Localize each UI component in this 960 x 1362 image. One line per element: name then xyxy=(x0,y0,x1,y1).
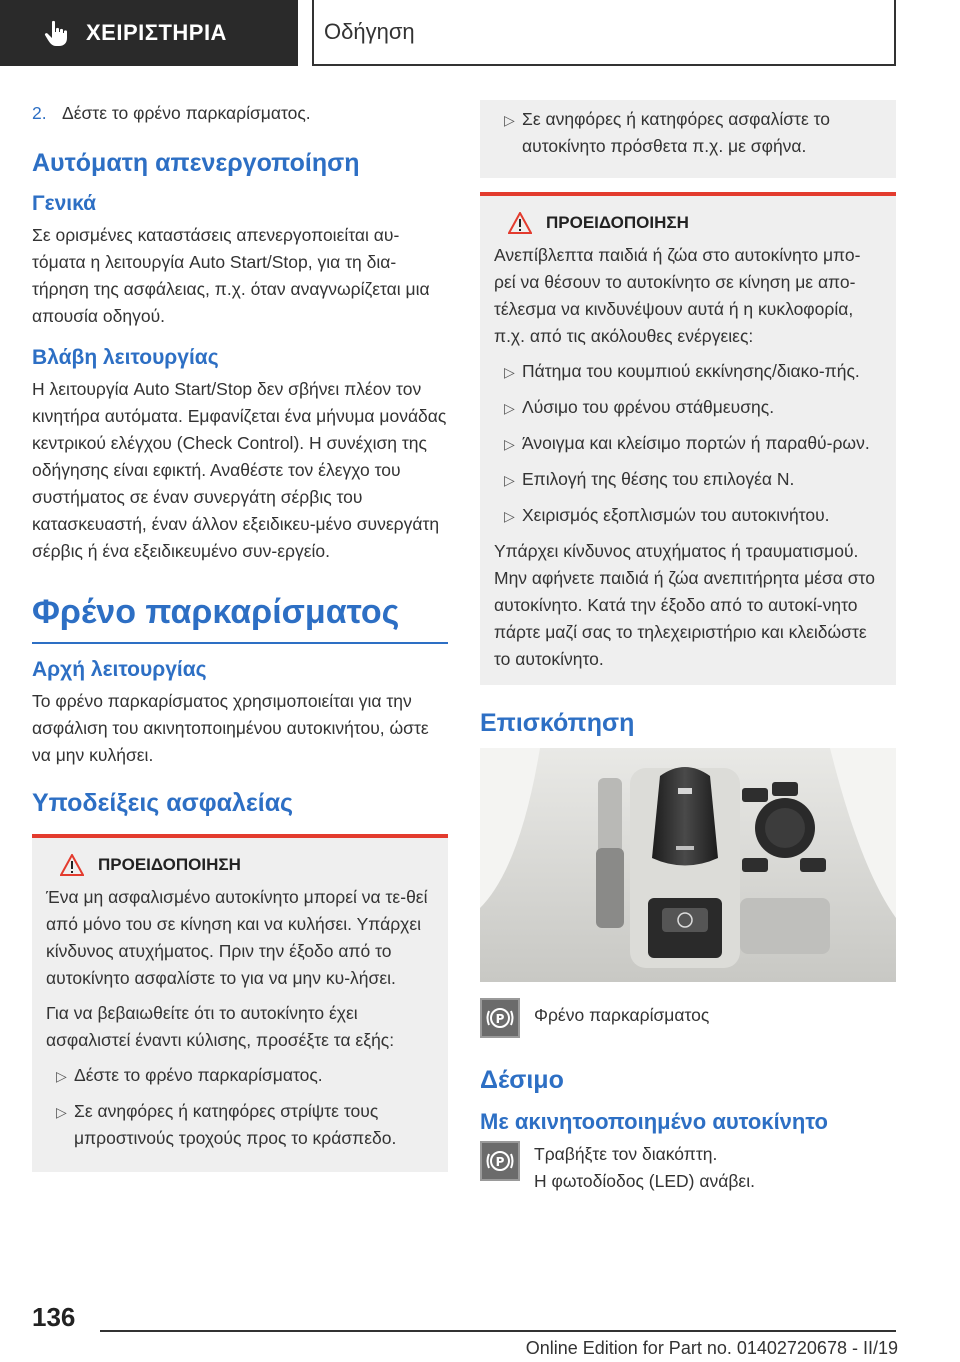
list-item xyxy=(494,358,882,386)
list-item xyxy=(494,430,882,458)
warning-label: ΠΡΟΕΙΔΟΠΟΙΗΣΗ xyxy=(546,213,689,232)
apply-heading: Δέσιμο xyxy=(480,1066,564,1094)
parking-brake-icon xyxy=(480,998,520,1038)
page-header xyxy=(0,0,960,66)
bullet-text: Σε ανηφόρες ή κατηφόρες ασφαλίστε το αυτοκίνητο πρόσθετα π.χ. με σφήνα. xyxy=(522,109,831,156)
list-item xyxy=(494,106,882,160)
parking-brake-icon xyxy=(480,1141,520,1181)
hand-pointer-icon xyxy=(42,18,72,48)
step-number: 2. xyxy=(32,103,47,123)
warning-box xyxy=(480,192,896,685)
bullet-text: Άνοιγμα και κλείσιμο πορτών ή παραθύ-ρων. xyxy=(522,433,870,453)
warning-triangle-icon xyxy=(508,212,532,234)
manual-tab-label: ΧΕΙΡΙΣΤΗΡΙΑ xyxy=(86,20,227,45)
general-heading: Γενικά xyxy=(32,192,97,215)
warning-title xyxy=(494,212,882,234)
safety-heading: Υποδείξεις ασφαλείας xyxy=(32,789,294,817)
triangle-bullet-icon: ▷ xyxy=(504,436,515,452)
triangle-bullet-icon: ▷ xyxy=(56,1068,67,1084)
warning-text-2: Υπάρχει κίνδυνος ατυχήματος ή τραυματισμού. Μην αφήνετε παιδιά ή ζώα ανεπιτήρητα μέσα στο αυτοκίνητο. Κατά την έξοδο από το αυτοκί-νητο πάρτε μαζί σας το τηλεχειριστήριο και κλειδώστε το αυτοκίνητο. xyxy=(494,541,875,669)
parking-brake-heading: Φρένο παρκαρίσματος xyxy=(32,593,448,644)
step-2 xyxy=(32,100,448,127)
step-text: Δέστε το φρένο παρκαρίσματος. xyxy=(62,103,311,123)
triangle-bullet-icon: ▷ xyxy=(504,508,515,524)
caption-row xyxy=(480,998,896,1038)
list-item xyxy=(46,1062,434,1090)
bullet-text: Δέστε το φρένο παρκαρίσματος. xyxy=(74,1065,323,1085)
right-column xyxy=(480,100,896,1195)
triangle-bullet-icon: ▷ xyxy=(504,112,515,128)
list-item xyxy=(494,502,882,530)
page-number: 136 xyxy=(32,1302,76,1332)
continued-bullet-box xyxy=(480,100,896,178)
bullet-text: Πάτημα του κουμπιού εκκίνησης/διακο-πής. xyxy=(522,361,860,381)
svg-text:P: P xyxy=(495,1012,505,1026)
bullet-text: Σε ανηφόρες ή κατηφόρες στρίψτε τους μπροστινούς τροχούς προς το κράσπεδο. xyxy=(74,1101,397,1148)
svg-text:P: P xyxy=(495,1155,505,1169)
instruction-text xyxy=(534,1141,755,1195)
center-console-photo xyxy=(480,748,896,982)
left-column xyxy=(32,100,448,1172)
warning-text-1: Ένα μη ασφαλισμένο αυτοκίνητο μπορεί να τε-θεί από μόνο του σε κίνηση και να κυλήσει. Υπάρχει κίνδυνος ατυχήματος. Πριν την έξοδο από το αυτοκίνητο ασφαλίστε το για να μην κυ-λήσει. xyxy=(46,887,428,988)
list-item xyxy=(46,1098,434,1152)
principle-heading: Αρχή λειτουργίας xyxy=(32,658,207,681)
footer-divider xyxy=(100,1330,896,1332)
triangle-bullet-icon: ▷ xyxy=(504,472,515,488)
triangle-bullet-icon: ▷ xyxy=(56,1104,67,1120)
overview-heading: Επισκόπηση xyxy=(480,709,635,737)
icon-caption: Φρένο παρκαρίσματος xyxy=(534,1005,710,1025)
warning-title xyxy=(46,854,434,876)
bullet-text: Λύσιμο του φρένου στάθμευσης. xyxy=(522,397,775,417)
auto-off-heading: Αυτόματη απενεργοποίηση xyxy=(32,149,360,177)
list-item xyxy=(494,466,882,494)
stationary-heading: Με ακινητοοποιημένο αυτοκίνητο xyxy=(480,1109,828,1134)
general-text: Σε ορισμένες καταστάσεις απενεργοποιείται αυ-τόματα η λειτουργία Auto Start/Stop, για τη δια-τήρηση της ασφάλειας, π.χ. όταν αναγνωρίζεται μια απουσία οδηγού. xyxy=(32,225,430,326)
bullet-text: Επιλογή της θέσης του επιλογέα N. xyxy=(522,469,795,489)
principle-text: Το φρένο παρκαρίσματος χρησιμοποιείται για την ασφάλιση του ακινητοποιημένου αυτοκινήτου, ώστε να μην κυλήσει. xyxy=(32,691,429,765)
manual-tab[interactable] xyxy=(0,0,298,66)
edition-text: Online Edition for Part no. 01402720678 - II/19 xyxy=(525,1338,898,1358)
warning-triangle-icon xyxy=(60,854,84,876)
fault-heading: Βλάβη λειτουργίας xyxy=(32,346,219,369)
triangle-bullet-icon: ▷ xyxy=(504,400,515,416)
console-illustration xyxy=(480,748,896,982)
led-text: Η φωτοδίοδος (LED) ανάβει. xyxy=(534,1171,755,1191)
fault-text: Η λειτουργία Auto Start/Stop δεν σβήνει πλέον τον κινητήρα αυτόματα. Εμφανίζεται ένα μήνυμα μονάδας κεντρικού ελέγχου (Check Control). Η συνέχιση της οδήγησης είναι εφικτή. Αναθέστε τον έλεγχο του συστήματος σε έναν συνεργάτη σέρβις του κατασκευαστή, έναν άλλον εξειδικευ-μένο συνεργάτη σέρβις ή ένα εξειδικευμένο συν-εργείο. xyxy=(32,379,447,561)
warning-text-2: Για να βεβαιωθείτε ότι το αυτοκίνητο έχει ασφαλιστεί έναντι κύλισης, προσέξτε τα εξής: xyxy=(46,1003,395,1050)
section-tab[interactable] xyxy=(312,0,896,66)
instruction-row xyxy=(480,1141,896,1195)
warning-text-1: Ανεπίβλεπτα παιδιά ή ζώα στο αυτοκίνητο μπο-ρεί να θέσουν το αυτοκίνητο σε κίνηση με απο-τέλεσμα να κινδυνέψουν αυτά ή η κυκλοφορία, π.χ. από τις ακόλουθες ενέργειες: xyxy=(494,245,861,346)
list-item xyxy=(494,394,882,422)
warning-box xyxy=(32,834,448,1172)
section-tab-label: Οδήγηση xyxy=(324,19,415,44)
bullet-text: Χειρισμός εξοπλισμών του αυτοκινήτου. xyxy=(522,505,830,525)
triangle-bullet-icon: ▷ xyxy=(504,364,515,380)
warning-label: ΠΡΟΕΙΔΟΠΟΙΗΣΗ xyxy=(98,855,241,874)
pull-switch-text: Τραβήξτε τον διακόπτη. xyxy=(534,1144,718,1164)
